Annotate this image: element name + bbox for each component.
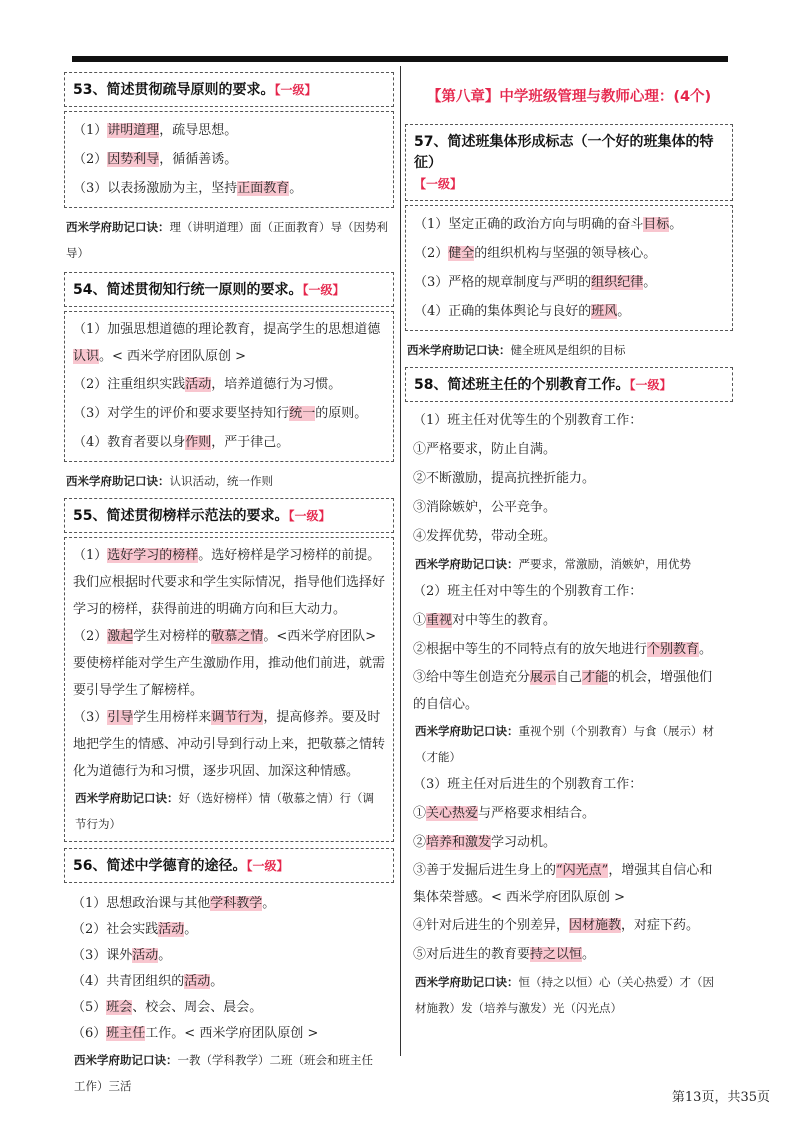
question-56-title: 56、简述中学德育的途径。【一级】 <box>64 848 394 883</box>
answer-item: ①严格要求，防止自满。 <box>413 442 557 457</box>
answer-item: （1）思想政治课与其他学科教学。 <box>72 896 276 911</box>
answer-item: （1）讲明道理，疏导思想。 <box>73 123 238 138</box>
question-56-answer <box>64 887 394 1103</box>
answer-item: （1）坚定正确的政治方向与明确的奋斗目标。 <box>414 217 683 232</box>
answer-item: （3）引导学生用榜样来调节行为，提高修养。要及时地把学生的情感、冲动引导到行动上来，把敬慕之情转化为道德行为和习惯，逐步巩固、加深这种情感。 <box>73 710 386 779</box>
answer-item: ⑤对后进生的教育要持之以恒。 <box>413 947 596 962</box>
answer-item: ④发挥优势，带动全班。 <box>413 529 557 544</box>
answer-item: （4）正确的集体舆论与良好的班风。 <box>414 304 631 319</box>
answer-item: ①重视对中等生的教育。 <box>413 613 557 628</box>
section-heading: （3）班主任对后进生的个别教育工作： <box>413 777 643 792</box>
answer-item: （2）注重组织实践活动，培养道德行为习惯。 <box>73 377 342 392</box>
answer-item: （1）选好学习的榜样。选好榜样是学习榜样的前提。我们应根据时代要求和学生实际情况，指导他们选择好学习的榜样，获得前进的明确方向和巨大动力。 <box>73 548 386 617</box>
answer-item: （1）加强思想道德的理论教育，提高学生的思想道德认识。< 西米学府团队原创 > <box>73 322 381 364</box>
answer-item: （5）班会、校会、周会、晨会。 <box>72 1000 263 1015</box>
section-heading: （1）班主任对优等生的个别教育工作： <box>413 413 643 428</box>
answer-item: ③善于发掘后进生身上的“闪光点”，增强其自信心和集体荣誉感。< 西米学府团队原创 > <box>413 863 713 905</box>
answer-item: （3）对学生的评价和要求要坚持知行统一的原则。 <box>73 406 368 421</box>
answer-item: （2）激起学生对榜样的敬慕之情。<西米学府团队>要使榜样能对学生产生激励作用，推动他们前进，就需要引导学生了解榜样。 <box>73 629 386 698</box>
section-heading: （2）班主任对中等生的个别教育工作： <box>413 584 643 599</box>
question-57-answer <box>405 205 733 331</box>
question-55-title: 55、简述贯彻榜样示范法的要求。【一级】 <box>64 498 394 533</box>
answer-item: （2）社会实践活动。 <box>72 922 198 937</box>
answer-item: ④针对后进生的个别差异，因材施教，对症下药。 <box>413 918 700 933</box>
answer-item: ①关心热爱与严格要求相结合。 <box>413 806 596 821</box>
answer-item: （4）共青团组织的活动。 <box>72 974 224 989</box>
question-53-title: 53、简述贯彻疏导原则的要求。【一级】 <box>64 72 394 107</box>
chapter-heading: 【第八章】中学班级管理与教师心理：(4个) <box>426 89 712 105</box>
question-58-title: 58、简述班主任的个别教育工作。【一级】 <box>405 367 733 402</box>
top-rule <box>72 56 728 62</box>
page-number: 第13页，共35页 <box>671 1090 770 1105</box>
question-54-title: 54、简述贯彻知行统一原则的要求。【一级】 <box>64 272 394 307</box>
right-column <box>405 72 733 1031</box>
answer-item: ②根据中等生的不同特点有的放矢地进行个别教育。 <box>413 642 713 657</box>
answer-item: （4）教育者要以身作则，严于律己。 <box>73 435 290 450</box>
answer-item: ②不断激励，提高抗挫折能力。 <box>413 471 596 486</box>
mnemonic: 西米学府助记口诀：严要求，常激励，消嫉妒，用优势 <box>415 557 691 571</box>
answer-item: ③消除嫉妒，公平竞争。 <box>413 500 557 515</box>
left-column <box>64 72 394 1109</box>
mnemonic: 西米学府助记口诀：理（讲明道理）面（正面教育）导（因势利导） <box>66 220 388 260</box>
question-57-title: 57、简述班集体形成标志（一个好的班集体的特征） 【一级】 <box>405 124 733 201</box>
answer-item: （3）以表扬激励为主，坚持正面教育。 <box>73 181 303 196</box>
mnemonic: 西米学府助记口诀：健全班风是组织的目标 <box>407 343 626 357</box>
column-divider <box>400 66 401 1056</box>
mnemonic: 西米学府助记口诀：重视个别（个别教育）与食（展示）材（才能） <box>415 724 714 764</box>
answer-item: （2）健全的组织机构与坚强的领导核心。 <box>414 246 657 261</box>
answer-item: ③给中等生创造充分展示自己才能的机会，增强他们的自信心。 <box>413 670 713 712</box>
answer-item: （3）严格的规章制度与严明的组织纪律。 <box>414 275 657 290</box>
mnemonic: 西米学府助记口诀：认识活动，统一作则 <box>66 474 273 488</box>
answer-item: ②培养和激发学习动机。 <box>413 835 557 850</box>
question-58-answer <box>405 406 733 1025</box>
mnemonic: 西米学府助记口诀：一教（学科教学）二班（班会和班主任工作）三活 <box>74 1053 373 1093</box>
answer-item: （2）因势利导，循循善诱。 <box>73 152 238 167</box>
question-54-answer <box>64 311 394 462</box>
mnemonic: 西米学府助记口诀：好（选好榜样）情（敬慕之情）行（调节行为） <box>75 791 374 831</box>
answer-item: （6）班主任工作。< 西米学府团队原创 > <box>72 1026 319 1041</box>
question-53-answer <box>64 111 394 208</box>
mnemonic: 西米学府助记口诀：恒（持之以恒）心（关心热爱）才（因材施教）发（培养与激发）光（闪光点） <box>415 975 714 1015</box>
answer-item: （3）课外活动。 <box>72 948 172 963</box>
question-55-answer <box>64 537 394 842</box>
